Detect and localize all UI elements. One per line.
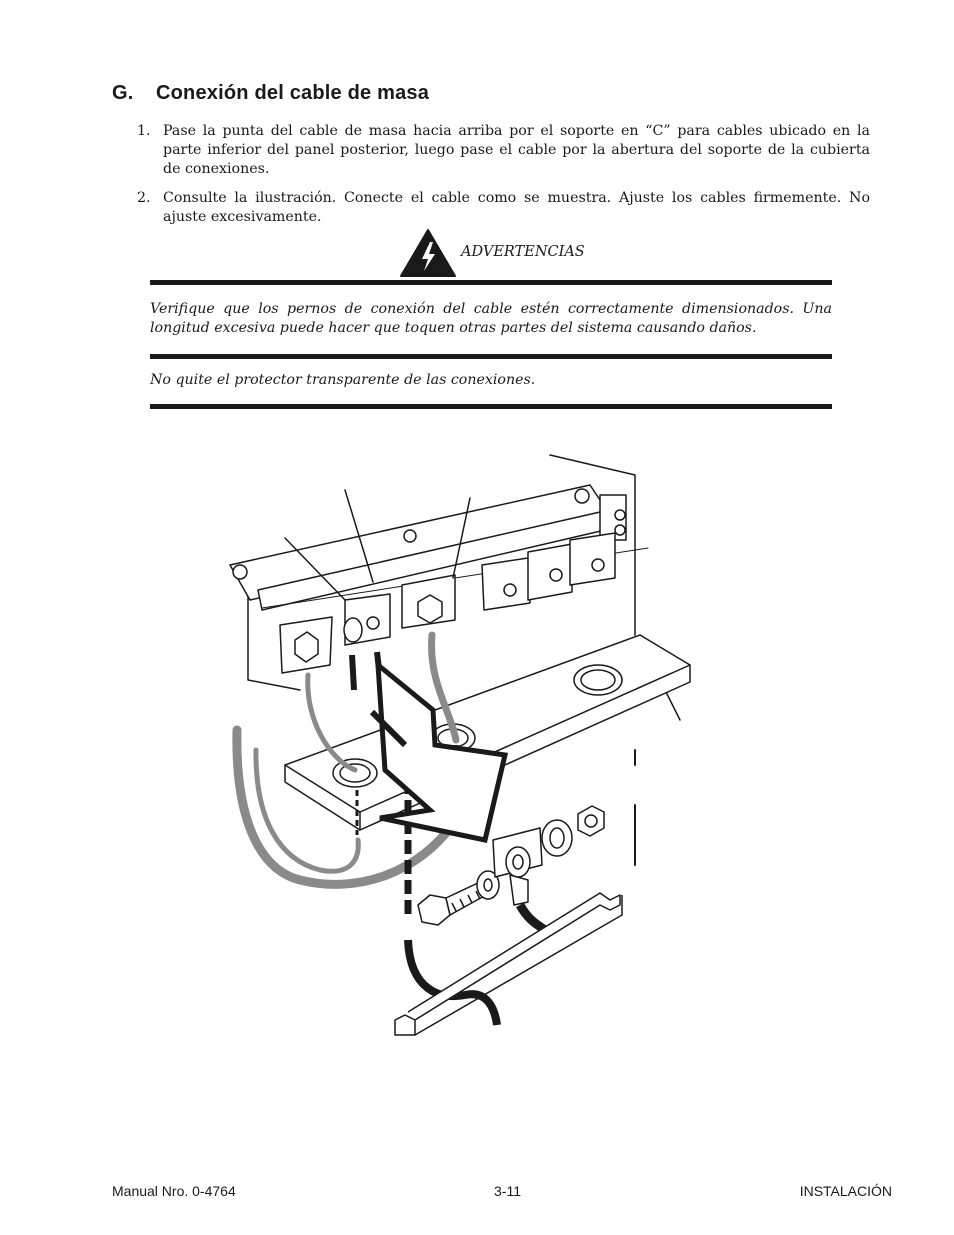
step-text: Pase la punta del cable de masa hacia arriba por el soporte en “C” para cables ubicado en la parte inferior del panel posterior, luego pase el cable por la abertura del soporte de la cubierta de conexiones. (163, 123, 870, 177)
step-number: 1. (137, 123, 151, 139)
instruction-step (137, 122, 870, 179)
section-heading (112, 82, 429, 105)
warning-box (150, 280, 832, 409)
ground-cable-illustration (200, 445, 720, 1045)
footer-page-number: 3-11 (494, 1183, 521, 1199)
warning-text: No quite el protector transparente de las conexiones. (150, 372, 536, 388)
footer-chapter: INSTALACIÓN (799, 1183, 892, 1199)
section-letter: G. (112, 82, 134, 104)
instruction-list (137, 122, 870, 237)
warning-text: Verifique que los pernos de conexión del cable estén correctamente dimensionados. Una longitud excesiva puede hacer que toquen otras partes del sistema causando daños. (150, 301, 832, 336)
warning-header (399, 228, 585, 278)
section-title: Conexión del cable de masa (156, 82, 430, 104)
lightning-warning-icon (399, 228, 457, 278)
step-number: 2. (137, 190, 151, 206)
footer-manual-number: Manual Nro. 0-4764 (112, 1183, 236, 1199)
instruction-step (137, 189, 870, 227)
warning-rule (150, 404, 832, 409)
hex-bolt (418, 895, 450, 925)
warning-title: ADVERTENCIAS (461, 244, 585, 260)
step-text: Consulte la ilustración. Conecte el cable como se muestra. Ajuste los cables firmemente. No ajuste excesivamente. (163, 190, 870, 225)
